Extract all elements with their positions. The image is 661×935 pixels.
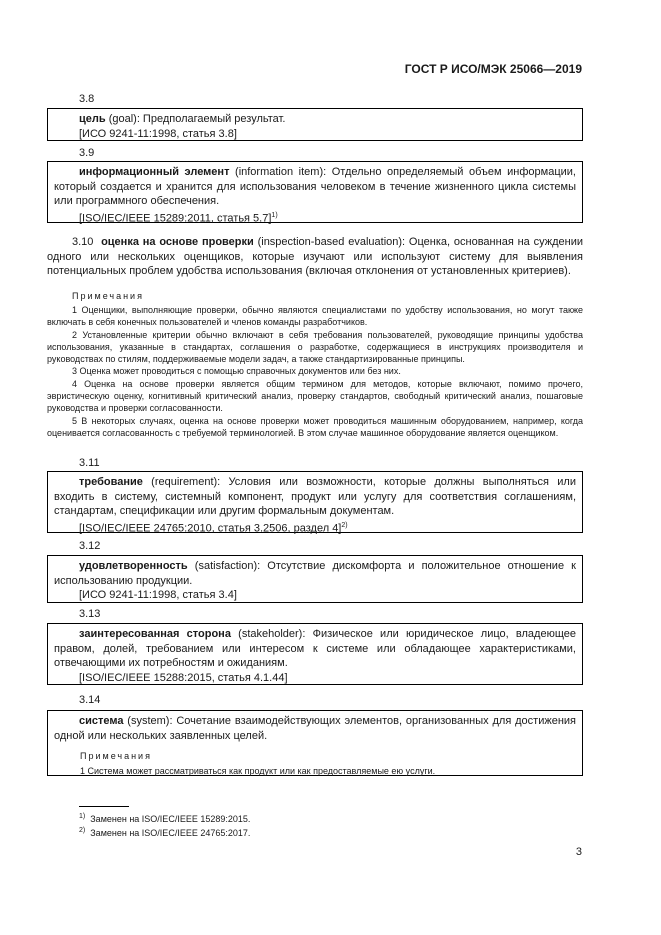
note-item: 5 В некоторых случаях, оценка на основе проверки может проводиться машинным оборудованием, например, когда оценивается согласованность с требуемой терминологией. В этом случае машинное оборудование является оценщиком. — [47, 415, 583, 438]
entry-number: 3.13 — [79, 608, 101, 620]
note-item: 1 Оценщики, выполняющие проверки, обычно являются специалистами по удобству использования, но могут также включать в себя конечных пользователей и членов команды разработчиков. — [47, 305, 583, 328]
term-box-goal — [47, 108, 583, 141]
notes-list — [47, 304, 583, 439]
entry-number: 3.10 — [72, 236, 94, 248]
term-box-requirement — [47, 471, 583, 533]
note-item: 2 Установленные критерии обычно включают в себя требования пользователей, руководящие принципы удобства использования, указанные в стандартах, соглашения о разработке, содержащиеся в инструкциях производителя и руководствах по стилям, поддерживаемые модели задач, а также стандартизированные принципы. — [47, 329, 583, 365]
page-number: 3 — [575, 846, 582, 858]
footnote-text: Заменен на ISO/IEC/IEEE 24765:2017. — [90, 828, 251, 838]
document-header: ГОСТ Р ИСО/МЭК 25066—2019 — [404, 62, 582, 76]
entry-number: 3.14 — [79, 694, 101, 706]
footnote — [79, 813, 250, 824]
term: система — [79, 715, 124, 727]
footnote-marker: 2) — [341, 521, 348, 529]
source-reference: [ИСО 9241-11:1998, статья 3.4] — [79, 589, 237, 602]
term: цель — [79, 113, 106, 125]
entry-number: 3.8 — [79, 93, 95, 105]
term: оценка на основе проверки — [101, 236, 254, 248]
entry-number: 3.12 — [79, 540, 101, 552]
definition: (goal): Предполагаемый результат. — [105, 113, 286, 125]
definition: (information item): Отдельно определяемый объем информации, который создается и хранится для использования человеком в течение жизненного цикла системы или программного обеспечения. — [54, 166, 576, 208]
definition: (satisfaction): Отсутствие дискомфорта и положительное отношение к использованию продукции. — [54, 560, 576, 587]
entry-number: 3.11 — [79, 457, 100, 469]
term-box-information-item — [47, 161, 583, 223]
definition: (stakeholder): Физическое или юридическое лицо, владеющее правом, долей, требованием или интересом к системе или обладающее характеристиками, отвечающими их потребностям и ожиданиям. — [54, 628, 576, 670]
term: требование — [79, 476, 143, 488]
source-reference: [ISO/IEC/IEEE 15289:2011, статья 5.7] — [79, 212, 272, 225]
term: информационный элемент — [79, 166, 230, 178]
definition: (system): Сочетание взаимодействующих элементов, организованных для достижения одной или нескольких заявленных целей. — [54, 715, 576, 742]
definition: (requirement): Условия или возможности, которые должны выполняться или входить в систему, системный компонент, продукт или услугу для соответствия соглашениям, стандартам, спецификации или другим формальным документам. — [54, 476, 576, 518]
source-reference: [ИСО 9241-11:1998, статья 3.8] — [79, 127, 237, 140]
footnote-marker: 1) — [79, 813, 86, 820]
term-box-system — [47, 710, 583, 776]
footnote-marker: 1) — [271, 211, 278, 219]
term-box-satisfaction — [47, 555, 583, 603]
note-item: 3 Оценка может проводиться с помощью справочных документов или без них. — [72, 366, 401, 377]
note-item: 1 Система может рассматриваться как продукт или как предоставляемые ею услуги. — [80, 765, 436, 776]
source-reference: [ISO/IEC/IEEE 15288:2015, статья 4.1.44] — [79, 671, 288, 684]
term: удовлетворенность — [79, 560, 188, 572]
term: заинтересованная сторона — [79, 628, 231, 640]
notes-heading: Примечания — [72, 291, 144, 301]
source-reference: [ISO/IEC/IEEE 24765:2010, статья 3.2506, раздел 4] — [79, 522, 342, 535]
term-box-stakeholder — [47, 623, 583, 685]
definition: (inspection-based evaluation): Оценка, основанная на суждении одного или нескольких оценщиков, которые изучают или используют систему для выявления потенциальных проблем удобства использования (включая отклонения от установленных критериев). — [47, 236, 583, 278]
notes-heading: Примечания — [80, 751, 152, 762]
footnote-text: Заменен на ISO/IEC/IEEE 15289:2015. — [90, 814, 251, 824]
term-paragraph-inspection-based-evaluation — [47, 235, 583, 279]
entry-number: 3.9 — [79, 147, 95, 159]
note-item: 4 Оценка на основе проверки является общим термином для методов, которые включают, помимо прочего, эвристическую оценку, когнитивный критический анализ, проверку стандартов, свободный критический анализ, пошаговые руководства и проверки согласованности. — [47, 378, 583, 414]
footnote-marker: 2) — [79, 827, 86, 834]
footnote — [79, 827, 250, 838]
footnote-separator — [79, 806, 129, 807]
